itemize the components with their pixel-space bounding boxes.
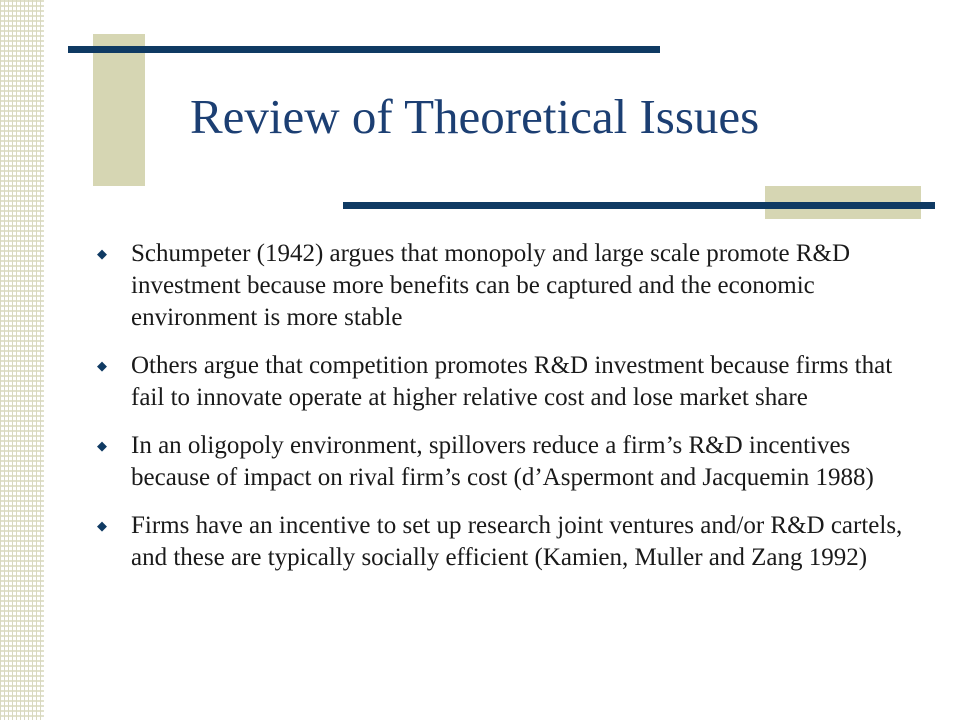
title-top-rule <box>68 46 660 53</box>
left-stripe-decoration <box>0 0 44 720</box>
bullet-text: Schumpeter (1942) argues that monopoly and large scale promote R&D investment because more benefits can be captured and the economic environment is more stable <box>131 240 851 331</box>
diamond-bullet-icon: ◆ <box>97 358 107 373</box>
diamond-bullet-icon: ◆ <box>97 246 107 261</box>
bullet-text: In an oligopoly environment, spillovers reduce a firm’s R&D incentives because of impact on rival firm’s cost (d’Aspermont and Jacquemin 1988) <box>131 432 874 491</box>
bullet-list <box>94 238 924 590</box>
bullet-item <box>94 350 924 414</box>
bullet-item <box>94 238 924 334</box>
diamond-bullet-icon: ◆ <box>97 518 107 533</box>
bullet-text: Firms have an incentive to set up research joint ventures and/or R&D cartels, and these are typically socially efficient (Kamien, Muller and Zang 1992) <box>131 512 903 571</box>
bullet-item <box>94 430 924 494</box>
title-bottom-rule <box>343 202 935 209</box>
bullet-item <box>94 510 924 574</box>
bullet-text: Others argue that competition promotes R&D investment because firms that fail to innovate operate at higher relative cost and lose market share <box>131 352 893 411</box>
diamond-bullet-icon: ◆ <box>97 438 107 453</box>
title-accent-block <box>93 34 145 186</box>
slide-title: Review of Theoretical Issues <box>190 89 760 144</box>
